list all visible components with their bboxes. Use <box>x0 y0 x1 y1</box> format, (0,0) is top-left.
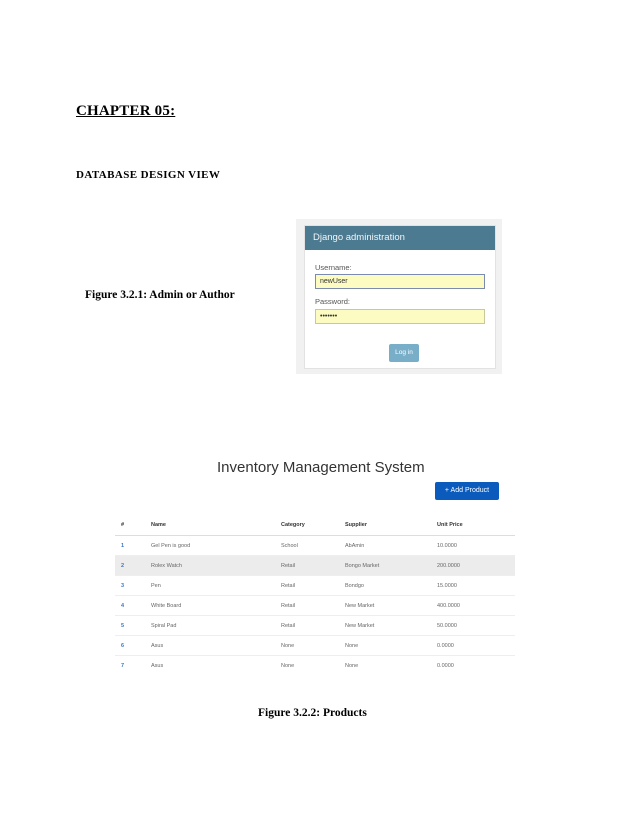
col-header-unit-price: Unit Price <box>436 515 515 536</box>
cell-unit-price: 0.0000 <box>436 656 515 676</box>
cell-category: None <box>280 636 344 656</box>
figure-caption-1: Figure 3.2.1: Admin or Author <box>85 289 235 301</box>
row-index-link[interactable]: 3 <box>115 576 150 596</box>
products-table <box>115 515 515 675</box>
row-index-link[interactable]: 7 <box>115 656 150 676</box>
table-row[interactable] <box>115 596 515 616</box>
cell-unit-price: 10.0000 <box>436 536 515 556</box>
login-header: Django administration <box>305 226 495 250</box>
row-index-link[interactable]: 5 <box>115 616 150 636</box>
cell-category: Retail <box>280 596 344 616</box>
figure-caption-2: Figure 3.2.2: Products <box>258 707 367 719</box>
cell-name: Asus <box>150 636 280 656</box>
cell-name: Gel Pen is good <box>150 536 280 556</box>
cell-name: White Board <box>150 596 280 616</box>
cell-unit-price: 15.0000 <box>436 576 515 596</box>
cell-name: Pen <box>150 576 280 596</box>
col-header-index: # <box>115 515 150 536</box>
inventory-title: Inventory Management System <box>217 459 425 476</box>
cell-name: Spiral Pad <box>150 616 280 636</box>
cell-unit-price: 50.0000 <box>436 616 515 636</box>
row-index-link[interactable]: 1 <box>115 536 150 556</box>
cell-supplier: Bondgo <box>344 576 436 596</box>
col-header-name: Name <box>150 515 280 536</box>
table-row[interactable] <box>115 576 515 596</box>
cell-supplier: New Market <box>344 596 436 616</box>
password-input[interactable]: ••••••• <box>315 309 485 324</box>
django-login-screenshot <box>296 219 502 374</box>
cell-category: Retail <box>280 556 344 576</box>
password-label: Password: <box>315 297 351 306</box>
col-header-supplier: Supplier <box>344 515 436 536</box>
cell-category: Retail <box>280 576 344 596</box>
chapter-heading: CHAPTER 05: <box>76 103 176 119</box>
cell-name: Rolex Watch <box>150 556 280 576</box>
cell-unit-price: 400.0000 <box>436 596 515 616</box>
cell-supplier: New Market <box>344 616 436 636</box>
cell-category: None <box>280 656 344 676</box>
cell-unit-price: 0.0000 <box>436 636 515 656</box>
cell-category: Retail <box>280 616 344 636</box>
cell-unit-price: 200.0000 <box>436 556 515 576</box>
row-index-link[interactable]: 6 <box>115 636 150 656</box>
row-index-link[interactable]: 2 <box>115 556 150 576</box>
cell-supplier: None <box>344 636 436 656</box>
cell-category: School <box>280 536 344 556</box>
login-panel <box>304 225 496 369</box>
row-index-link[interactable]: 4 <box>115 596 150 616</box>
table-row[interactable] <box>115 636 515 656</box>
cell-name: Asus <box>150 656 280 676</box>
username-input[interactable]: newUser <box>315 274 485 289</box>
cell-supplier: AbAmin <box>344 536 436 556</box>
table-row[interactable] <box>115 616 515 636</box>
inventory-screenshot <box>105 453 520 669</box>
cell-supplier: Bongo Market <box>344 556 436 576</box>
table-row[interactable] <box>115 656 515 676</box>
col-header-category: Category <box>280 515 344 536</box>
table-row[interactable] <box>115 536 515 556</box>
cell-supplier: None <box>344 656 436 676</box>
username-label: Username: <box>315 263 352 272</box>
table-row[interactable] <box>115 556 515 576</box>
login-button[interactable]: Log in <box>389 344 419 362</box>
table-header-row <box>115 515 515 536</box>
add-product-button[interactable]: + Add Product <box>435 482 499 500</box>
section-heading: DATABASE DESIGN VIEW <box>76 169 221 181</box>
